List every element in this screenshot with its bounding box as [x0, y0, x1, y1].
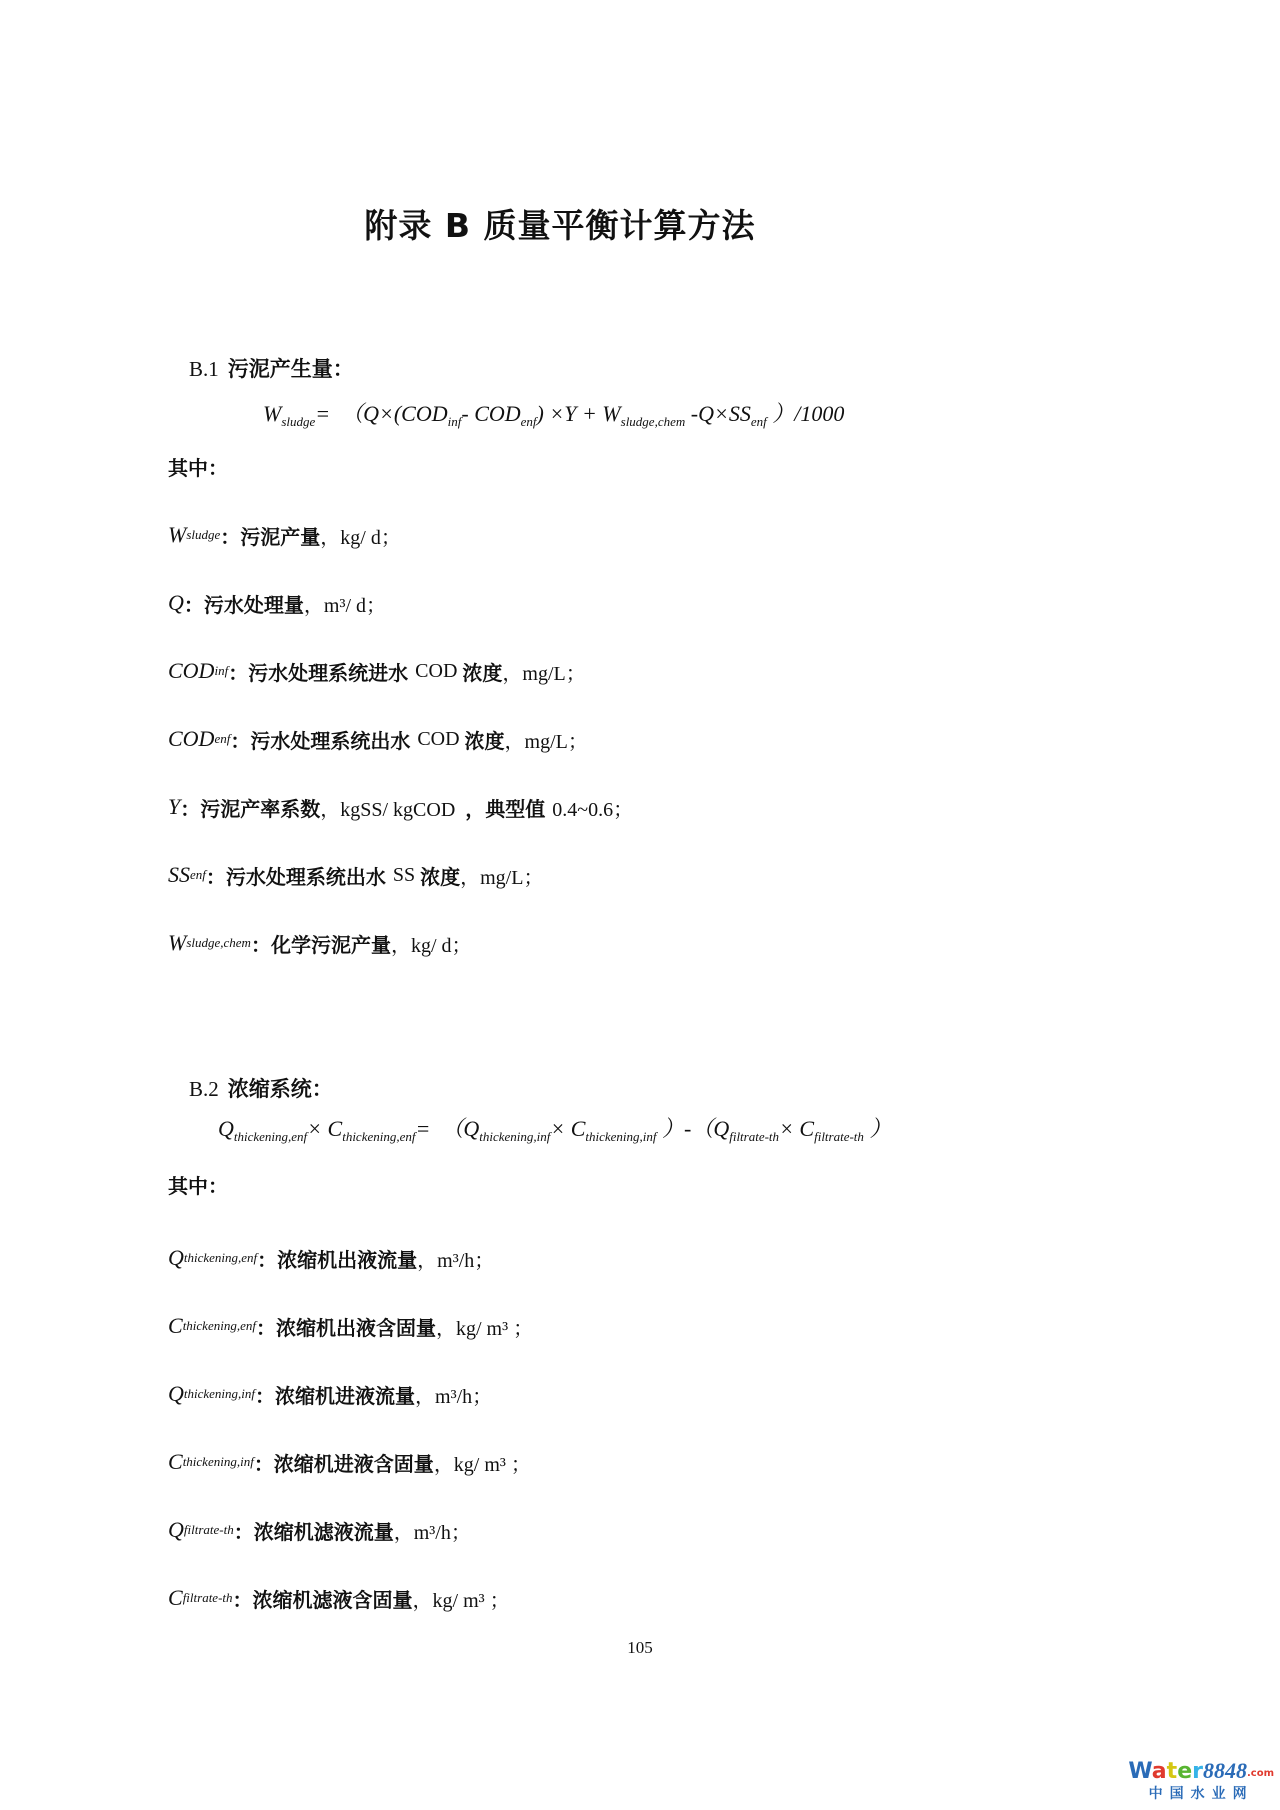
text-segment: = （Q [415, 1116, 480, 1141]
text-segment: filtrate-th [182, 1590, 233, 1605]
logo-letter: t [1166, 1759, 1178, 1784]
text-segment: ，kgSS/ kgCOD [320, 798, 466, 821]
text-segment: ：浓缩机出液含固量 [255, 1315, 436, 1340]
text-segment: thickening,inf [585, 1129, 657, 1144]
text-segment: W [168, 930, 187, 955]
text-segment: filtrate-th [729, 1129, 780, 1144]
logo-8848-text: 8848 [1202, 1758, 1247, 1783]
definition-line [168, 1564, 533, 1632]
text-segment: sludge [281, 414, 316, 429]
text-segment: thickening,inf [479, 1129, 551, 1144]
text-segment: ，m³/h； [415, 1385, 493, 1408]
text-segment: ） [863, 1116, 892, 1141]
definition-line [168, 501, 633, 569]
text-segment: C [168, 1313, 183, 1338]
text-segment: thickening,enf [183, 1250, 258, 1265]
text-segment: ：浓缩机出液流量 [257, 1247, 418, 1272]
text-segment: sludge,chem [186, 935, 251, 950]
logo-letter: a [1151, 1759, 1167, 1784]
text-segment: × C [779, 1116, 815, 1141]
text-segment: Y [168, 794, 181, 819]
text-segment: enf [190, 867, 206, 882]
text-segment: thickening,inf [183, 1386, 256, 1401]
text-segment: ，mg/L； [502, 662, 586, 685]
definition-line [168, 1360, 533, 1428]
text-segment: 浓度 [464, 728, 505, 753]
text-segment: 0.4~0.6； [552, 798, 634, 821]
text-segment: COD [417, 727, 465, 750]
text-segment: × C [550, 1116, 586, 1141]
text-segment: ：污水处理系统进水 [228, 660, 416, 685]
definitions-b2 [168, 1224, 533, 1632]
text-segment: ：化学污泥产量 [250, 932, 391, 957]
text-segment: = （Q×(COD [315, 401, 448, 426]
text-segment: Q [168, 590, 184, 615]
section-b1-number: B.1 [189, 357, 219, 381]
text-segment: ，kg/ d； [320, 526, 401, 549]
logo-water-text [1128, 1759, 1203, 1784]
text-segment: thickening,inf [182, 1454, 254, 1469]
text-segment: SS [168, 862, 190, 887]
definition-line [168, 1292, 533, 1360]
definition-line [168, 1428, 533, 1496]
text-segment: filtrate-th [814, 1129, 864, 1144]
text-segment: COD [168, 658, 215, 683]
definition-line [168, 909, 633, 977]
text-segment: ) ×Y + W [536, 401, 621, 426]
text-segment: inf [214, 663, 229, 678]
definition-line [168, 637, 633, 705]
definition-line [168, 1224, 533, 1292]
text-segment: ：浓缩机滤液流量 [233, 1519, 394, 1544]
logo-top-row [1128, 1760, 1274, 1783]
text-segment: ：浓缩机滤液含固量 [232, 1587, 413, 1612]
definition-line [168, 773, 633, 841]
text-segment: C [168, 1585, 183, 1610]
text-segment: ）-（Q [656, 1116, 730, 1141]
text-segment: COD [415, 659, 463, 682]
text-segment: ，m³/h； [417, 1249, 495, 1272]
text-segment: sludge [186, 527, 221, 542]
text-segment: ：浓缩机进液含固量 [253, 1451, 434, 1476]
text-segment: sludge,chem [620, 414, 686, 429]
formula-b1 [263, 397, 844, 430]
text-segment: -Q×SS [685, 401, 751, 426]
text-segment: 浓度 [420, 864, 461, 889]
text-segment: enf [214, 731, 231, 746]
text-segment: thickening,enf [182, 1318, 256, 1333]
text-segment: COD [168, 726, 215, 751]
text-segment: C [168, 1449, 183, 1474]
text-segment: thickening,enf [342, 1129, 416, 1144]
text-segment: filtrate-th [183, 1522, 234, 1537]
formula-b2 [218, 1112, 891, 1145]
where-label-b1: 其中： [168, 456, 228, 480]
definition-line [168, 841, 633, 909]
definition-line [168, 705, 633, 773]
text-segment: ：污泥产量 [220, 524, 321, 549]
definitions-b1 [168, 501, 633, 977]
text-segment: ：污水处理系统出水 [205, 864, 393, 889]
page-number: 105 [627, 1638, 653, 1657]
section-b2-title: 浓缩系统： [227, 1077, 333, 1101]
where-label-b2: 其中： [168, 1174, 228, 1198]
definition-line [168, 569, 633, 637]
text-segment: 浓度 [462, 660, 503, 685]
logo-letter: e [1177, 1759, 1193, 1784]
definition-line [168, 1496, 533, 1564]
text-segment: ，kg/ m³ ； [433, 1453, 531, 1476]
section-b1-heading [168, 328, 354, 408]
text-segment: ：污水处理量 [183, 592, 304, 617]
page-title: 附录 B 质量平衡计算方法 [364, 206, 756, 246]
text-segment: Q [168, 1517, 184, 1542]
text-segment: ，kg/ m³ ； [435, 1317, 534, 1340]
text-segment: ，kg/ m³ ； [412, 1589, 510, 1612]
text-segment: enf [750, 414, 767, 429]
logo-cn-text: 中国水业网 [1148, 1786, 1254, 1802]
text-segment: ：污泥产率系数 [180, 796, 321, 821]
text-segment: ：污水处理系统出水 [230, 728, 418, 753]
text-segment: inf [447, 414, 462, 429]
logo-letter: r [1192, 1759, 1203, 1784]
text-segment: Q [218, 1116, 234, 1141]
text-segment: SS [392, 863, 421, 886]
logo-dotcom-text: .com [1246, 1768, 1274, 1779]
text-segment: Q [168, 1245, 184, 1270]
water8848-logo [1128, 1760, 1274, 1801]
text-segment: × C [307, 1116, 343, 1141]
text-segment: W [263, 401, 282, 426]
text-segment: Q [168, 1381, 184, 1406]
text-segment: ，m³/h； [393, 1521, 471, 1544]
section-b2-number: B.2 [189, 1077, 219, 1101]
logo-letter: W [1128, 1759, 1152, 1784]
text-segment: ，典型值 [465, 796, 553, 821]
text-segment: ，kg/ d； [390, 934, 472, 957]
section-b1-title: 污泥产生量： [227, 357, 354, 381]
text-segment: - COD [461, 401, 521, 426]
text-segment: ：浓缩机进液流量 [255, 1383, 416, 1408]
text-segment: thickening,enf [233, 1129, 308, 1144]
text-segment: W [168, 522, 187, 547]
text-segment: enf [520, 414, 537, 429]
text-segment: ，mg/L； [504, 730, 588, 753]
text-segment: ）/1000 [766, 401, 845, 426]
text-segment: ，m³/ d； [303, 594, 386, 617]
text-segment: ，mg/L； [460, 866, 544, 889]
